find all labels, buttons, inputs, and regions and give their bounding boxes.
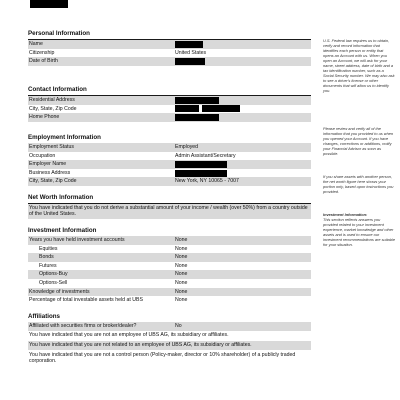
networth-statement: You have indicated that you do not derive a substantial amount of your income / wealth (over 50%) from a country outside of the United States. [28,204,311,219]
investment-row-futures [28,262,311,271]
redacted-business-address [175,170,227,177]
row-label: Options-Sell [39,280,68,286]
row-label: Home Phone [29,114,60,121]
investment-row-options-buy [28,270,311,279]
row-value: United States [175,49,207,56]
row-label: Business Address [29,169,71,176]
contact-row-city [28,105,311,114]
row-label: Residential Address [29,97,75,103]
redacted-employer [175,161,227,168]
sidebar-investment-text: This section reflects answers you provided related to your investment experience, market knowledge and other assets and is used to ensure our investment recommendations are suitable for your situation. [323,217,396,247]
employment-row-employer [28,160,311,169]
row-label: Citizenship [29,49,55,56]
personal-row-citizenship [28,49,311,58]
row-value: None [175,297,188,304]
sidebar-investment-notice [323,212,395,247]
redacted-address [175,97,219,104]
row-value: None [175,245,188,252]
personal-row-dob [28,57,311,66]
row-value: None [175,271,188,278]
row-label: Name [29,41,43,47]
employment-row-status [28,143,311,152]
employment-row-city [28,177,311,186]
row-label: City, State, Zip Code [29,178,77,185]
row-label: Years you have held investment accounts [29,237,125,243]
row-label: Knowledge of investments [29,288,90,295]
row-label: Employment Status [29,144,74,150]
sidebar-review-notice: Please review and verify all of the information that you provided to us when you opened your Account. If you have changes, corrections or additions, notify your Financial Advisor as soon as possible. [323,126,394,156]
sidebar-investment-title: Investment Information: [323,212,368,217]
redacted-header [30,0,68,8]
investment-row-bonds [28,253,311,262]
contact-row-phone [28,113,311,122]
row-value: None [175,280,188,286]
affiliations-note-control-person: You have indicated that you are not a control person (Policy-maker, director or 10% shareholder) of a publicly traded corporation. [29,352,296,365]
redacted-phone [175,114,219,121]
redacted-city [175,105,199,112]
affiliations-row-broker [28,322,311,331]
row-value: None [175,254,188,261]
investment-row-percentage [28,296,311,305]
affiliations-note-employee: You have indicated that you are not an employee of UBS AG, its subsidiary or affiliates. [29,331,229,338]
row-label: Employer Name [29,161,67,168]
personal-row-name [28,40,311,49]
row-label: Bonds [39,254,54,261]
row-value: None [175,237,188,243]
employment-info-title: Employment Information [28,134,101,141]
row-value: Admin Assistant/Secretary [175,152,236,159]
row-label: Equities [39,245,58,252]
contact-info-title: Contact Information [28,86,87,93]
redacted-zip [202,105,240,112]
row-value: No [175,323,182,329]
row-label: Affiliated with securities firms or broker/dealer? [29,323,137,329]
investment-row-options-sell [28,279,311,288]
row-value: New York, NY 10065 - 7007 [175,178,239,185]
row-label: Percentage of total investable assets held at UBS [29,297,143,304]
row-label: Date of Birth [29,58,58,65]
affiliations-title: Affiliations [28,313,60,320]
redacted-name [175,41,203,48]
investment-row-equities [28,245,311,254]
networth-info-title: Net Worth Information [28,194,94,201]
contact-row-address [28,96,311,105]
investment-row-years [28,236,311,245]
row-value: None [175,262,188,269]
investment-row-knowledge [28,288,311,297]
row-value: None [175,288,188,295]
sidebar-id-notice: U.S. Federal law requires us to obtain, verify and record information that identifies each person or entity that opens an Account with us. When you open an Account, we will ask for your name, street address, date of birth and a tax identification number, such as a Social Security number. We may also ask to see a driver's license or other documents that will allow us to identify you. [323,38,395,93]
row-label: Options-Buy [39,271,68,278]
personal-info-title: Personal Information [28,30,90,37]
row-label: Occupation [29,152,56,159]
redacted-dob [175,58,205,65]
employment-row-business-address [28,169,311,178]
employment-row-occupation [28,152,311,161]
investment-info-title: Investment Information [28,227,97,234]
sidebar-networth-notice: If you share assets with another person, the net worth figure here shows your portion only, based upon instructions you provided. [323,174,394,194]
row-label: Futures [39,262,57,269]
affiliations-note-related: You have indicated that you are not related to an employee of UBS AG, its subsidiary or affiliates. [28,341,311,350]
row-label: City, State, Zip Code [29,105,77,112]
row-value: Employed [175,144,199,150]
